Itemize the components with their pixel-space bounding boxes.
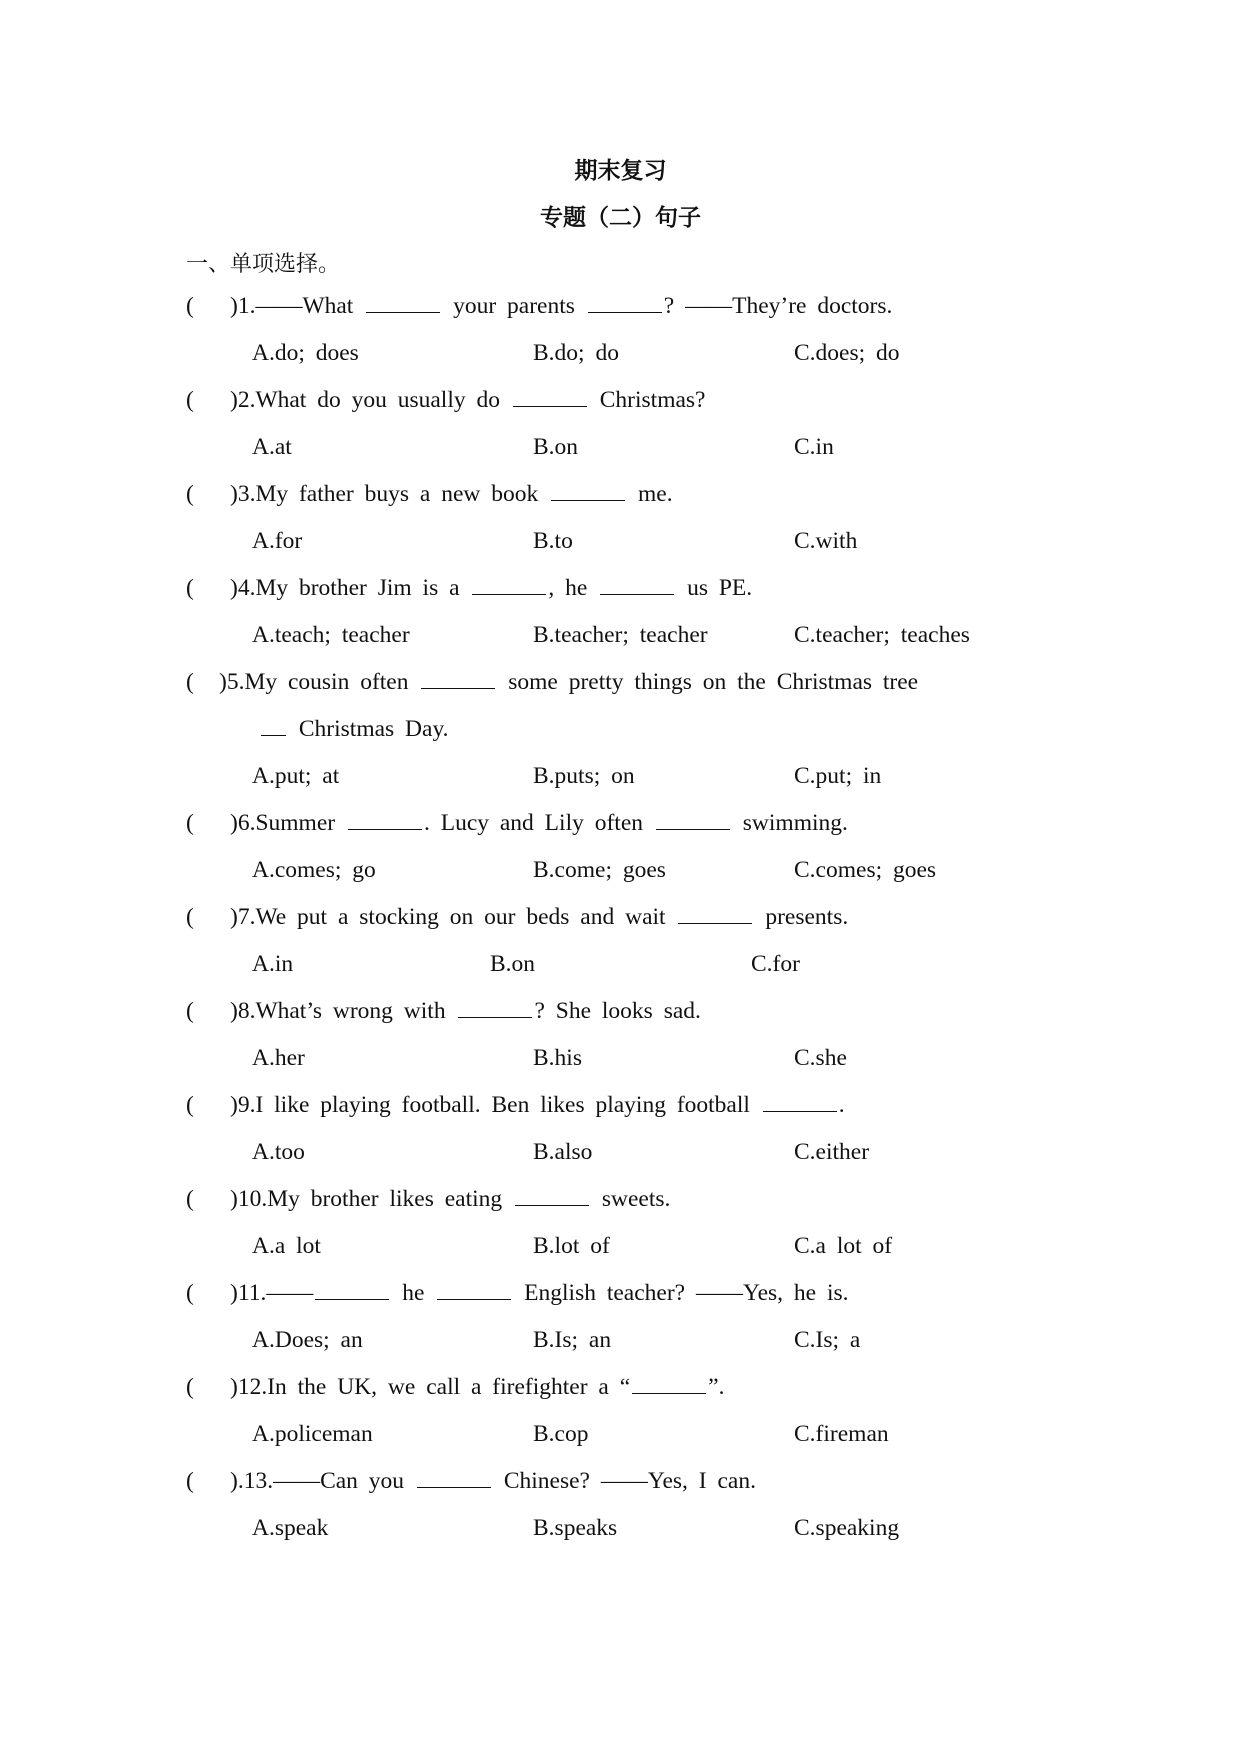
option-b[interactable]: B.also [533, 1139, 593, 1165]
option-c[interactable]: C.either [794, 1139, 870, 1165]
answer-paren[interactable]: ( [186, 387, 194, 413]
answer-paren[interactable]: ( [186, 1092, 194, 1118]
option-b[interactable]: B.teacher; teacher [533, 622, 708, 648]
answer-paren[interactable]: ( [186, 904, 194, 930]
option-b[interactable]: B.on [490, 951, 536, 977]
question-text: )11.—— he English teacher? ——Yes, he is. [230, 1280, 849, 1306]
option-a[interactable]: A.put; at [252, 763, 340, 789]
question-text: )12.In the UK, we call a firefighter a “ ”. [230, 1374, 725, 1400]
blank [600, 593, 674, 595]
answer-paren[interactable]: ( [186, 1468, 194, 1494]
option-a[interactable]: A.at [252, 434, 292, 460]
question-text: )6.Summer . Lucy and Lily often swimming. [230, 810, 848, 836]
question-text: )7.We put a stocking on our beds and wait presents. [230, 904, 849, 930]
blank [437, 1298, 511, 1300]
option-a[interactable]: A.teach; teacher [252, 622, 410, 648]
question-text: )1.——What your parents ? ——They’re doctors. [230, 293, 893, 319]
section-heading: 一、单项选择。 [186, 252, 341, 277]
option-b[interactable]: B.do; do [533, 340, 619, 366]
option-c[interactable]: C.comes; goes [794, 857, 937, 883]
question-text: )2.What do you usually do Christmas? [230, 387, 706, 413]
option-a[interactable]: A.too [252, 1139, 305, 1165]
blank [348, 828, 422, 830]
option-b[interactable]: B.lot of [533, 1233, 610, 1259]
blank [458, 1016, 532, 1018]
blank [656, 828, 730, 830]
blank [763, 1110, 837, 1112]
blank [421, 687, 495, 689]
option-c[interactable]: C.put; in [794, 763, 882, 789]
answer-paren[interactable]: ( [186, 998, 194, 1024]
option-c[interactable]: C.with [794, 528, 858, 554]
option-a[interactable]: A.comes; go [252, 857, 376, 883]
blank [472, 593, 546, 595]
option-b[interactable]: B.come; goes [533, 857, 666, 883]
blank [366, 311, 440, 313]
question-text: )3.My father buys a new book me. [230, 481, 673, 507]
blank [417, 1486, 491, 1488]
option-c[interactable]: C.fireman [794, 1421, 889, 1447]
option-c[interactable]: C.teacher; teaches [794, 622, 970, 648]
option-b[interactable]: B.his [533, 1045, 582, 1071]
option-c[interactable]: C.a lot of [794, 1233, 893, 1259]
option-b[interactable]: B.puts; on [533, 763, 635, 789]
option-a[interactable]: A.a lot [252, 1233, 321, 1259]
option-b[interactable]: B.speaks [533, 1515, 618, 1541]
blank [588, 311, 662, 313]
option-b[interactable]: B.to [533, 528, 573, 554]
option-b[interactable]: B.Is; an [533, 1327, 612, 1353]
question-text: )10.My brother likes eating sweets. [230, 1186, 671, 1212]
option-a[interactable]: A.policeman [252, 1421, 373, 1447]
option-c[interactable]: C.she [794, 1045, 847, 1071]
blank [678, 922, 752, 924]
blank [315, 1298, 389, 1300]
option-c[interactable]: C.for [751, 951, 800, 977]
option-a[interactable]: A.in [252, 951, 294, 977]
answer-paren[interactable]: ( [186, 293, 194, 319]
page-subtitle: 专题（二）句子 [540, 205, 701, 231]
answer-paren[interactable]: ( [186, 1280, 194, 1306]
answer-paren[interactable]: ( [186, 1374, 194, 1400]
question-text-continued: Christmas Day. [259, 716, 449, 743]
option-a[interactable]: A.speak [252, 1515, 329, 1541]
option-b[interactable]: B.on [533, 434, 579, 460]
blank [632, 1392, 706, 1394]
page-title: 期末复习 [574, 158, 667, 184]
answer-paren[interactable]: ( [186, 669, 194, 695]
option-c[interactable]: C.does; do [794, 340, 900, 366]
answer-paren[interactable]: ( [186, 810, 194, 836]
blank [261, 734, 286, 736]
question-text: )5.My cousin often some pretty things on the Christmas tree [219, 669, 919, 695]
option-c[interactable]: C.Is; a [794, 1327, 861, 1353]
option-a[interactable]: A.her [252, 1045, 305, 1071]
answer-paren[interactable]: ( [186, 481, 194, 507]
question-text: )8.What’s wrong with ? She looks sad. [230, 998, 701, 1024]
option-c[interactable]: C.in [794, 434, 834, 460]
option-b[interactable]: B.cop [533, 1421, 589, 1447]
option-c[interactable]: C.speaking [794, 1515, 900, 1541]
question-text: ).13.——Can you Chinese? ——Yes, I can. [230, 1468, 756, 1494]
answer-paren[interactable]: ( [186, 1186, 194, 1212]
blank [515, 1204, 589, 1206]
option-a[interactable]: A.Does; an [252, 1327, 363, 1353]
blank [551, 499, 625, 501]
option-a[interactable]: A.for [252, 528, 303, 554]
question-text: )9.I like playing football. Ben likes playing football . [230, 1092, 845, 1118]
question-text: )4.My brother Jim is a , he us PE. [230, 575, 753, 601]
option-a[interactable]: A.do; does [252, 340, 359, 366]
blank [513, 405, 587, 407]
answer-paren[interactable]: ( [186, 575, 194, 601]
